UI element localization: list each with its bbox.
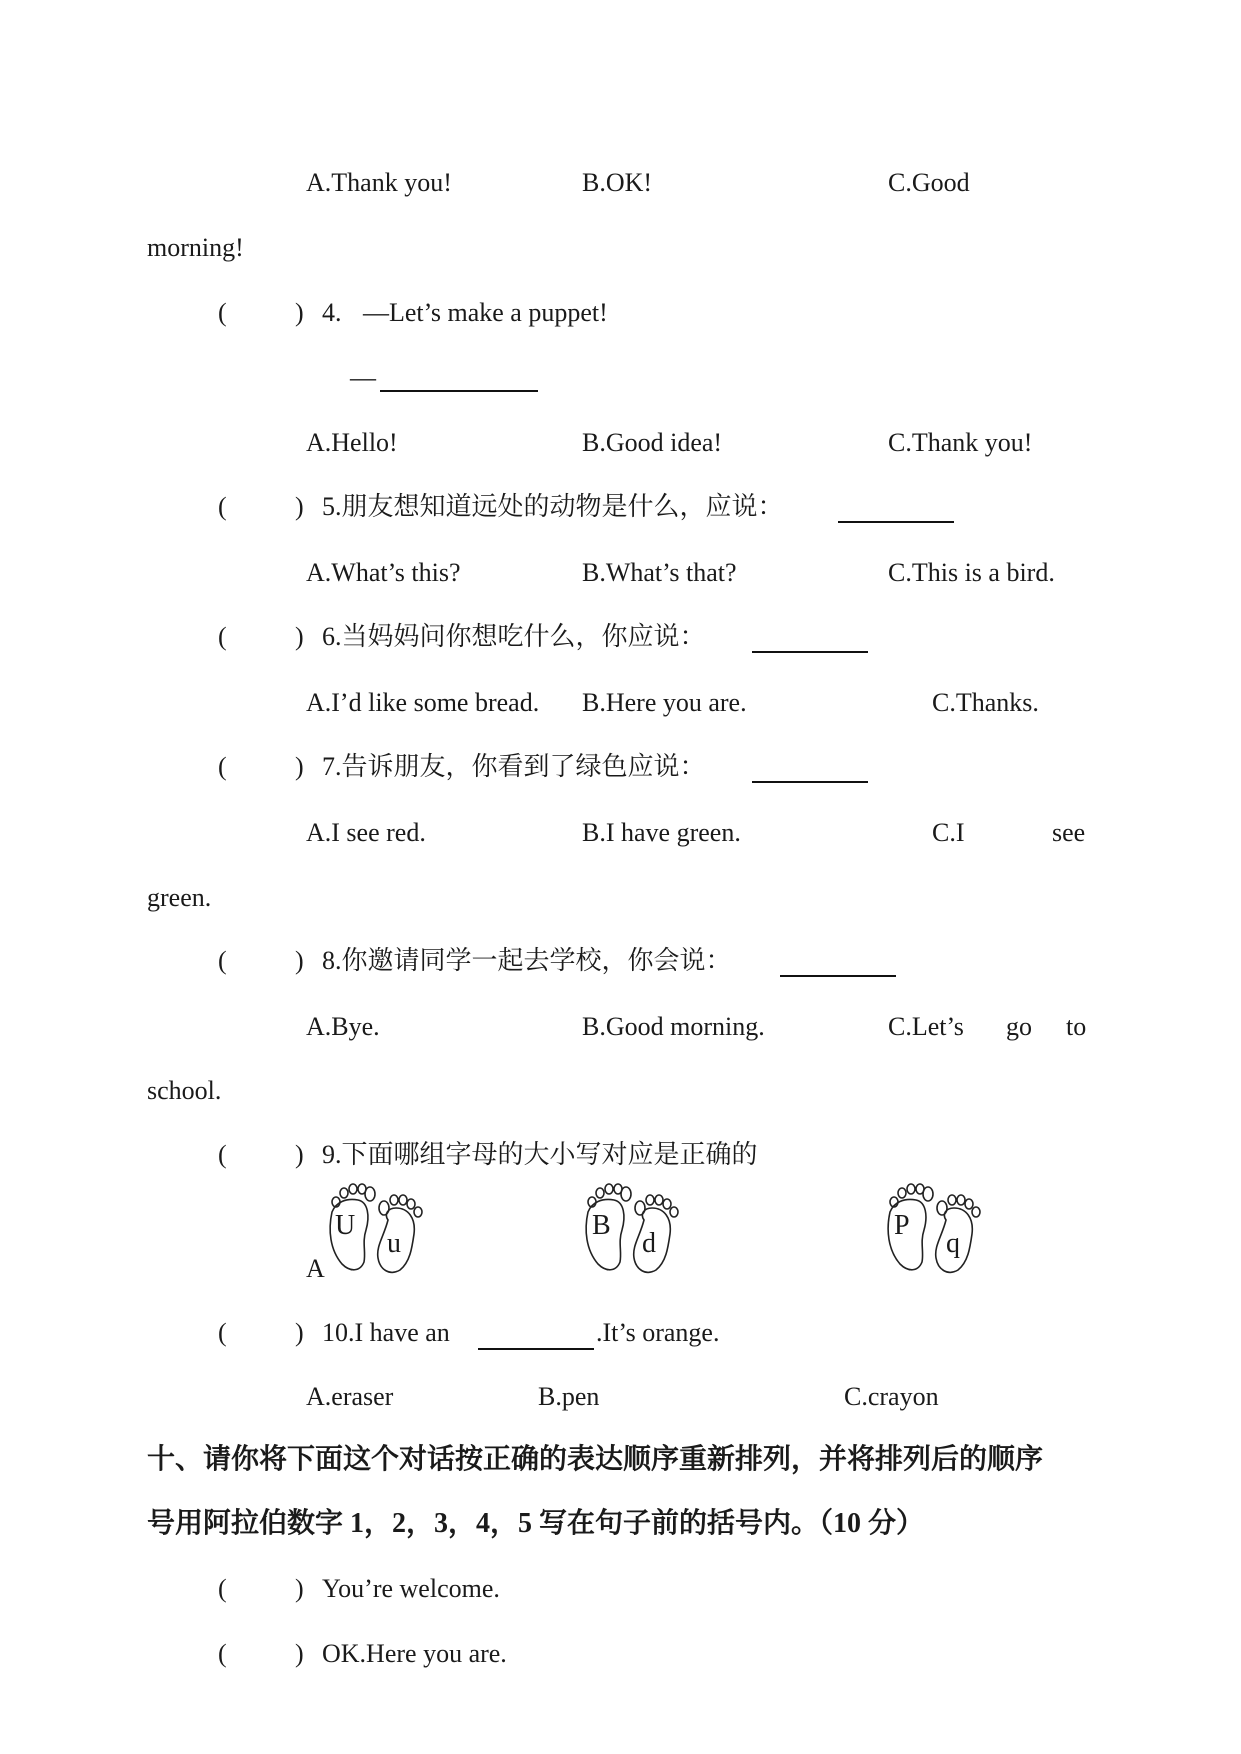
q3-option-c-wrap: morning!: [147, 233, 244, 262]
q10-prompt: 10.I have an: [322, 1318, 450, 1347]
q8-option-c-part3: to: [1066, 1012, 1087, 1041]
q9-label-a: A: [306, 1254, 325, 1283]
q10-option-a: A.eraser: [306, 1382, 394, 1411]
q4-number: 4.: [322, 298, 342, 327]
q5-paren-open: (: [218, 492, 227, 521]
q6-paren-open: (: [218, 622, 227, 651]
q9-paren-close: ): [295, 1140, 304, 1169]
q10-answer-blank[interactable]: [478, 1328, 594, 1350]
q3-option-a: A.Thank you!: [306, 168, 452, 197]
q3-option-b: B.OK!: [582, 168, 653, 197]
order-item-1-paren-open: (: [218, 1574, 227, 1603]
q8-option-a: A.Bye.: [306, 1012, 380, 1041]
q10-paren-open: (: [218, 1318, 227, 1347]
q4-reply-dash: —: [350, 363, 376, 392]
q4-option-a: A.Hello!: [306, 428, 398, 457]
q8-option-c-wrap: school.: [147, 1076, 222, 1105]
q7-option-a: A.I see red.: [306, 818, 426, 847]
q6-option-c: C.Thanks.: [932, 688, 1039, 717]
q9-pair-a-lower: u: [387, 1228, 401, 1259]
q8-paren-close: ): [295, 946, 304, 975]
q9-pair-c-lower: q: [946, 1228, 960, 1259]
q7-option-b: B.I have green.: [582, 818, 741, 847]
q6-prompt: 6.当妈妈问你想吃什么，你应说：: [322, 622, 706, 651]
order-item-2-paren-open: (: [218, 1639, 227, 1668]
q8-option-c-part2: go: [1006, 1012, 1032, 1041]
q7-answer-blank[interactable]: [752, 761, 868, 783]
q5-option-a: A.What’s this?: [306, 558, 461, 587]
q8-paren-open: (: [218, 946, 227, 975]
q10-option-b: B.pen: [538, 1382, 600, 1411]
q6-option-b: B.Here you are.: [582, 688, 747, 717]
q9-pair-b-lower: d: [642, 1228, 656, 1259]
q6-paren-close: ): [295, 622, 304, 651]
q9-pair-a-upper: U: [335, 1210, 356, 1241]
q7-option-c-wrap: green.: [147, 883, 212, 912]
q10-suffix: .It’s orange.: [596, 1318, 720, 1347]
q3-option-c: C.Good: [888, 168, 970, 197]
q10-paren-close: ): [295, 1318, 304, 1347]
q5-option-b: B.What’s that?: [582, 558, 737, 587]
q9-paren-open: (: [218, 1140, 227, 1169]
section-10-heading-line2: 号用阿拉伯数字 1，2，3，4，5 写在句子前的括号内。（10 分）: [147, 1508, 925, 1539]
q10-option-c: C.crayon: [844, 1382, 939, 1411]
q5-prompt: 5.朋友想知道远处的动物是什么，应说：: [322, 492, 784, 521]
q8-option-b: B.Good morning.: [582, 1012, 765, 1041]
q4-paren-close: ): [295, 298, 304, 327]
order-item-2-text: OK.Here you are.: [322, 1639, 507, 1668]
q8-option-c-part1: C.Let’s: [888, 1012, 964, 1041]
q7-paren-close: ): [295, 752, 304, 781]
q7-prompt: 7.告诉朋友，你看到了绿色应说：: [322, 752, 706, 781]
q4-option-c: C.Thank you!: [888, 428, 1033, 457]
q7-paren-open: (: [218, 752, 227, 781]
q4-paren-open: (: [218, 298, 227, 327]
q4-option-b: B.Good idea!: [582, 428, 723, 457]
q4-prompt: —Let’s make a puppet!: [363, 298, 608, 327]
q9-pair-b-upper: B: [592, 1210, 611, 1241]
q9-prompt: 9.下面哪组字母的大小写对应是正确的: [322, 1140, 758, 1169]
q6-option-a: A.I’d like some bread.: [306, 688, 540, 717]
q7-option-c-part1: C.I: [932, 818, 965, 847]
q6-answer-blank[interactable]: [752, 631, 868, 653]
order-item-2-paren-close: ): [295, 1639, 304, 1668]
q5-paren-close: ): [295, 492, 304, 521]
order-item-1-paren-close: ): [295, 1574, 304, 1603]
order-item-1-text: You’re welcome.: [322, 1574, 500, 1603]
q4-answer-blank[interactable]: [380, 370, 538, 392]
q5-option-c: C.This is a bird.: [888, 558, 1055, 587]
q9-pair-c-upper: P: [894, 1210, 910, 1241]
q8-prompt: 8.你邀请同学一起去学校，你会说：: [322, 946, 732, 975]
section-10-heading-line1: 十、请你将下面这个对话按正确的表达顺序重新排列，并将排列后的顺序: [147, 1444, 1044, 1475]
q5-answer-blank[interactable]: [838, 501, 954, 523]
q7-option-c-part2: see: [1052, 818, 1086, 847]
q8-answer-blank[interactable]: [780, 955, 896, 977]
